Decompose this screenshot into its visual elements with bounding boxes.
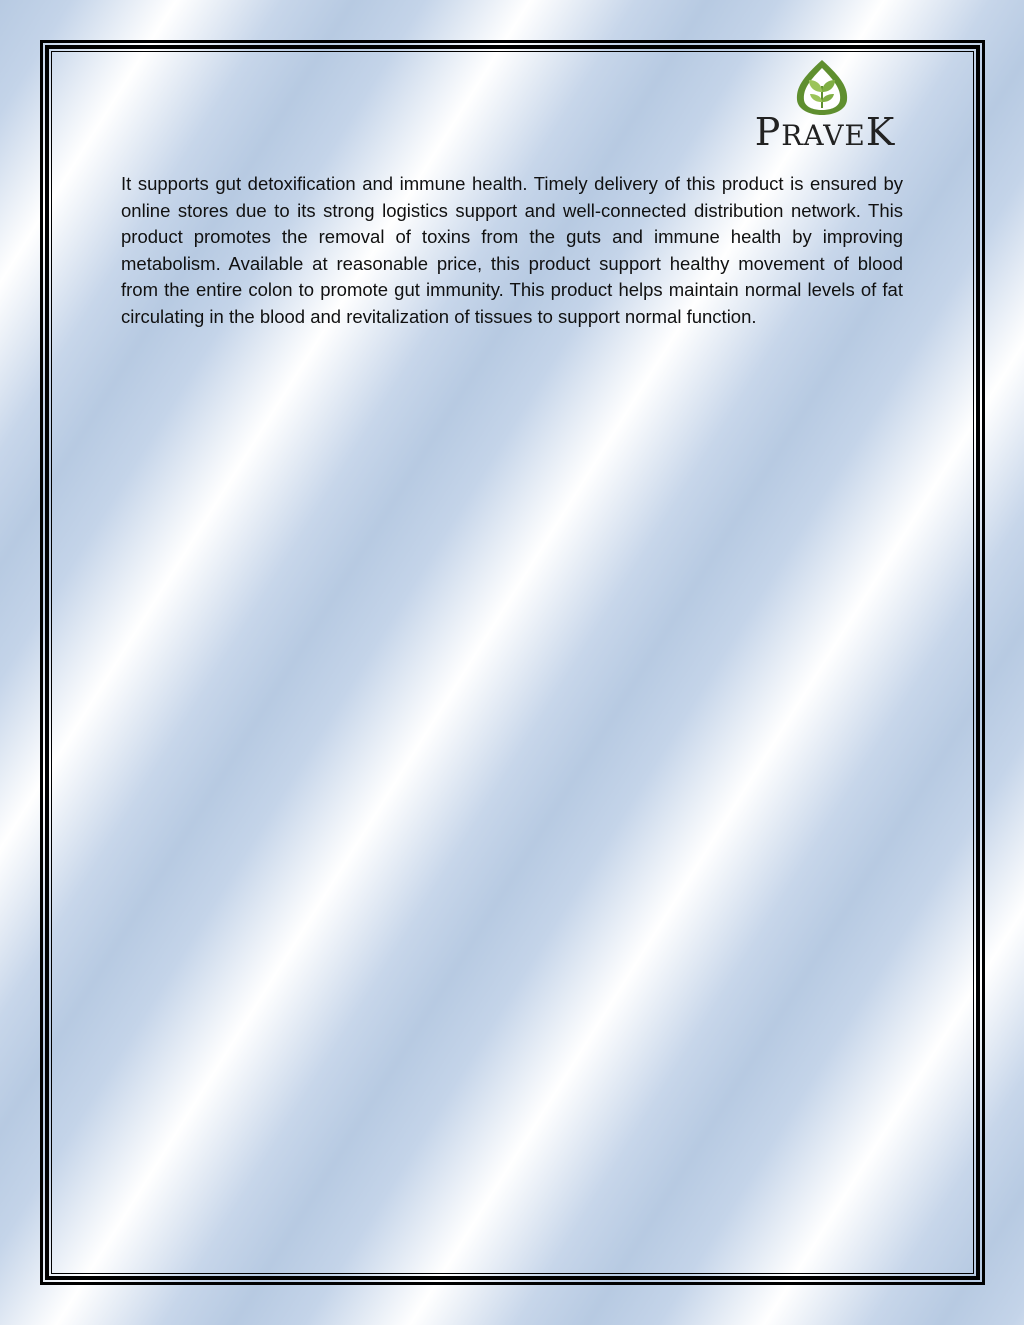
body-paragraph: It supports gut detoxification and immune health. Timely delivery of this product is ensured by online stores due to its strong logistics support and well-connected distribution network. This product promotes the removal of toxins from the guts and immune health by improving metabolism. Available at reasonable price, this product support healthy movement of blood from the entire colon to promote gut immunity. This product helps maintain normal levels of fat circulating in the blood and revitalization of tissues to support normal function. [121,173,903,327]
leaf-emblem-icon [740,58,910,116]
brand-wordmark: PRAVEK [754,110,896,154]
brand-logo [740,58,910,158]
